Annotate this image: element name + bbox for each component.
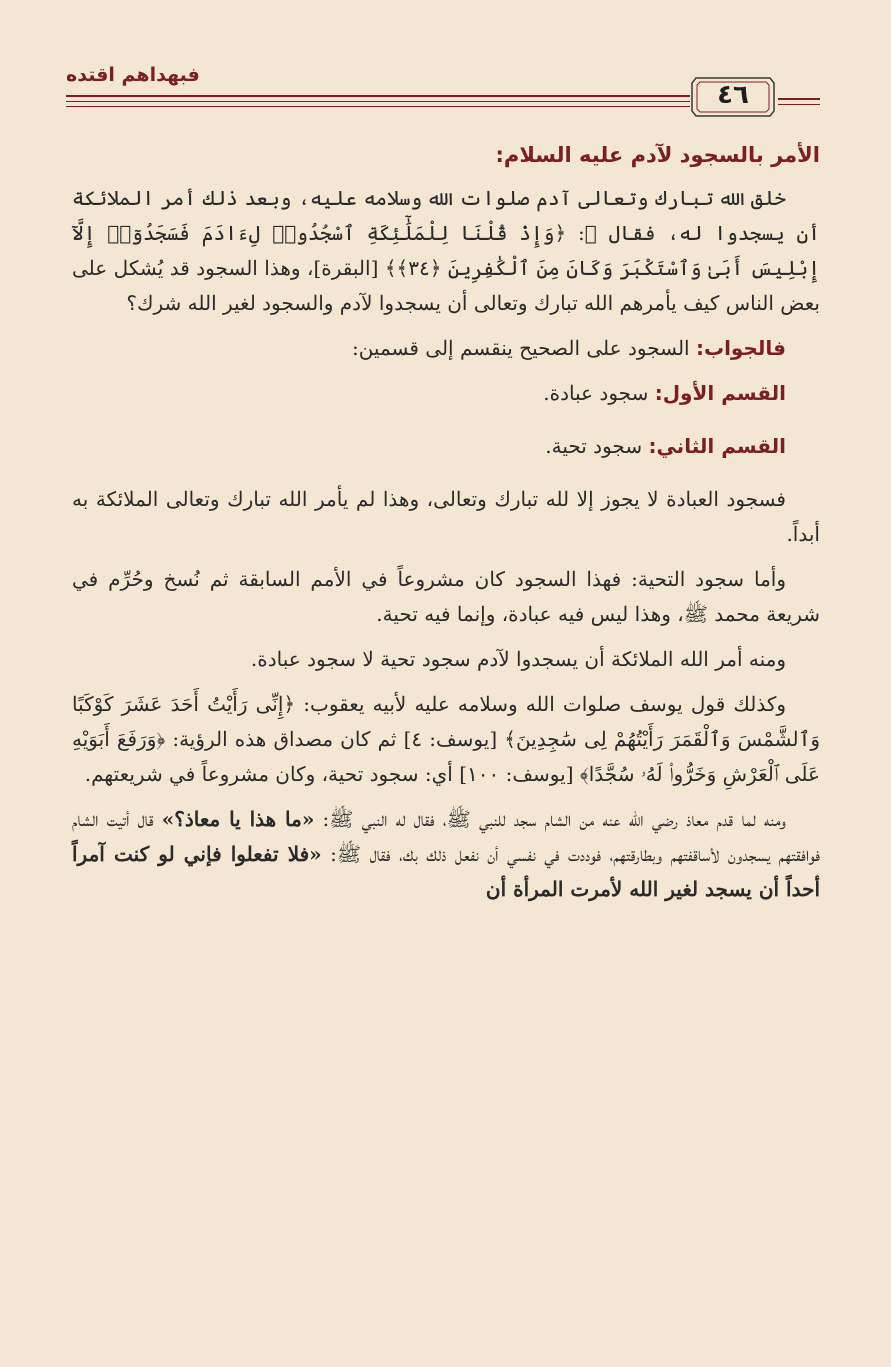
first-category-label: القسم الأول: <box>654 381 786 405</box>
header-rule <box>66 95 690 97</box>
paragraph: خلق الله تبارك وتعالى آدم صلوات الله وسلامه عليه، وبعد ذلك أمر الملائكة أن يسجدوا له، فقال ﷻ: ﴿وَإِذْ قُلْنَا لِلْمَلَٰٓئِكَةِ ٱسْجُدُوا۟ لِءَادَمَ فَسَجَدُوٓا۟ إِلَّآ إِبْلِيسَ أَبَىٰ وَٱسْتَكْبَرَ وَكَانَ مِنَ ٱلْكَٰفِرِينَ ﴿٣٤﴾﴾ [البقرة]، وهذا السجود قد يُشكل على بعض الناس كيف يأمرهم الله تبارك وتعالى أن يسجدوا لآدم والسجود لغير الله شرك؟ <box>72 186 820 315</box>
first-category-text: سجود عبادة. <box>543 381 655 405</box>
header-ornament-line <box>778 98 820 100</box>
section-heading: الأمر بالسجود لآدم عليه السلام: <box>495 143 820 167</box>
second-category <box>72 429 820 464</box>
second-category-text: سجود تحية. <box>545 434 649 458</box>
answer-label: فالجواب: <box>695 336 786 360</box>
paragraph: وكذلك قول يوسف صلوات الله وسلامه عليه لأبيه يعقوب: ﴿إِنِّى رَأَيْتُ أَحَدَ عَشَرَ كَوْكَبًا وَٱلشَّمْسَ وَٱلْقَمَرَ رَأَيْتُهُمْ لِى سَٰجِدِينَ﴾ [يوسف: ٤] ثم كان مصداق هذه الرؤية: ﴿وَرَفَعَ أَبَوَيْهِ عَلَى ٱلْعَرْشِ وَخَرُّوا۟ لَهُۥ سُجَّدًا﴾ [يوسف: ١٠٠] أي: سجود تحية، وكان مشروعاً في شريعتهم. <box>72 692 820 786</box>
hadith-quote: «ما هذا يا معاذ؟» <box>161 807 315 831</box>
paragraph: وأما سجود التحية: فهذا السجود كان مشروعاً في الأمم السابقة ثم نُسخ وحُرِّم في شريعة محمد ﷺ، وهذا ليس فيه عبادة، وإنما فيه تحية. <box>72 567 820 626</box>
header-ornament-line <box>778 104 820 105</box>
first-category <box>72 376 820 411</box>
page-body <box>72 138 820 917</box>
header-rule <box>66 101 690 102</box>
answer-text: السجود على الصحيح ينقسم إلى قسمين: <box>351 336 696 360</box>
header-rule <box>66 106 690 107</box>
answer-paragraph <box>72 331 820 366</box>
hadith-paragraph <box>72 802 820 907</box>
running-title: فبهداهم اقتده <box>66 64 200 86</box>
hadith-quote: «فلا تفعلوا فإني لو كنت آمراً أحداً أن يسجد لغير الله لأمرت المرأة أن <box>72 842 820 901</box>
hadith-intro: ومنه لما قدم معاذ رضي الله عنه من الشام سجد للنبي ﷺ، فقال له النبي ﷺ: <box>314 807 786 831</box>
page-header <box>0 0 891 140</box>
hadith-middle: قال أتيت الشام فوافقتهم يسجدون لأساقفتهم وبطارقتهم، فوددت في نفسي أن نفعل ذلك بك، فقال ﷺ: <box>72 807 820 866</box>
page-number: ٤٦ <box>717 80 749 110</box>
paragraph: فسجود العبادة لا يجوز إلا لله تبارك وتعالى، وهذا لم يأمر الله تبارك وتعالى الملائكة به أبداً. <box>72 487 820 546</box>
paragraph: ومنه أمر الله الملائكة أن يسجدوا لآدم سجود تحية لا سجود عبادة. <box>250 647 786 671</box>
second-category-label: القسم الثاني: <box>648 434 786 458</box>
